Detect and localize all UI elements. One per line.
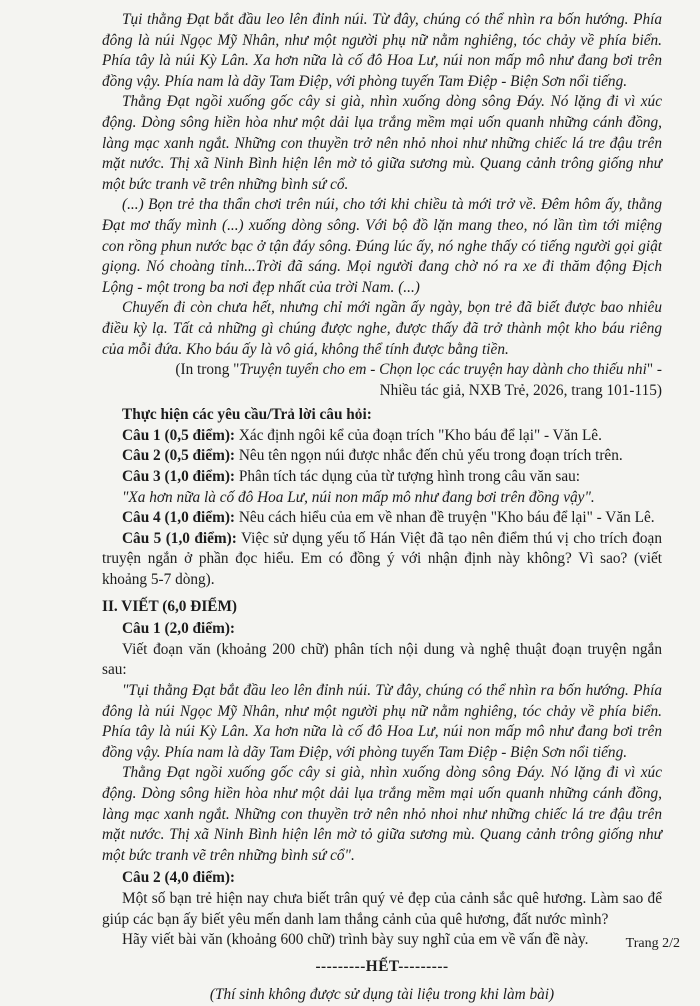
writing-excerpt-paragraph-1: "Tụi thằng Đạt bắt đầu leo lên đỉnh núi. Từ đây, chúng có thể nhìn ra bốn hướng. Phía đông là núi Ngọc Mỹ Nhân, như một người phụ nữ nằm nghiêng, tóc chảy về phía biển. Phía tây là núi Kỳ Lân. Xa hơn nữa là cố đô Hoa Lư, núi non mấp mô như đang bơi trên đồng vậy. Phía nam là dãy Tam Điệp, với phòng tuyến Tam Điệp - Biện Sơn nổi tiếng.: [102, 682, 662, 761]
excerpt-paragraph-4: Chuyến đi còn chưa hết, nhưng chỉ mới ngần ấy ngày, bọn trẻ đã biết được bao nhiêu điều kỳ lạ. Tất cả những gì chúng được nghe, được thấy đã trở thành một kho báu riêng của mỗi đứa. Kho báu ấy là vô giá, không thể tính được bằng tiền.: [102, 299, 662, 358]
writing-heading: II. VIẾT (6,0 ĐIỂM): [102, 597, 238, 615]
writing-question-2-paragraph-1: Một số bạn trẻ hiện nay chưa biết trân quý vẻ đẹp của cảnh sắc quê hương. Làm sao để giúp các bạn ấy biết yêu mến danh lam thắng cảnh của quê hương, đất nước mình?: [102, 889, 662, 928]
writing-question-1-task: Viết đoạn văn (khoảng 200 chữ) phân tích nội dung và nghệ thuật đoạn truyện ngắn sau:: [102, 640, 662, 679]
page-number: Trang 2/2: [625, 936, 680, 951]
exam-note: (Thí sinh không được sử dụng tài liệu trong khi làm bài): [209, 986, 555, 1004]
excerpt-paragraph-1: Tụi thằng Đạt bắt đầu leo lên đỉnh núi. Từ đây, chúng có thể nhìn ra bốn hướng. Phía đông là núi Ngọc Mỹ Nhân, như một người phụ nữ nằm nghiêng, tóc chảy về phía biển. Phía tây là núi Kỳ Lân. Xa hơn nữa là cố đô Hoa Lư, núi non mấp mô như đang bơi trên đồng vậy. Phía nam là dãy Tam Điệp, với phòng tuyến Tam Điệp - Biện Sơn nổi tiếng.: [102, 11, 662, 90]
question-5: Câu 5 (1,0 điểm): Việc sử dụng yếu tố Hán Việt đã tạo nên điểm thú vị cho trích đoạn truyện ngắn ở phần đọc hiểu. Em có đồng ý với nhận định này không? Vì sao? (viết khoảng 5-7 dòng).: [102, 529, 662, 589]
excerpt-paragraph-3: (...) Bọn trẻ tha thẩn chơi trên núi, cho tới khi chiều tà mới trở về. Đêm hôm ấy, thằng Đạt mơ thấy mình (...) xuống dòng sông. Với bộ đồ lặn mang theo, nó lần tìm tới miệng con rồng phun nước bạc ở tận đáy sông. Đúng lúc ấy, nó nghe thấy có tiếng người gọi giật giọng. Nó choàng tỉnh...Trời đã sáng. Mọi người đang chờ nó ra xe đi thăm động Địch Lộng - một trong ba nơi đẹp nhất của trời Nam. (...): [102, 196, 662, 296]
writing-question-2-label: Câu 2 (4,0 điểm):: [122, 869, 236, 887]
question-2: Câu 2 (0,5 điểm): Nêu tên ngọn núi được nhắc đến chủ yếu trong đoạn trích trên.: [122, 447, 623, 465]
end-mark: ---------HẾT---------: [315, 957, 449, 975]
excerpt-paragraph-2: Thằng Đạt ngồi xuống gốc cây si già, nhìn xuống dòng sông Đáy. Nó lặng đi vì xúc động. Dòng sông hiền hòa như một dải lụa trắng mềm mại uốn quanh những cánh đồng, làng mạc xanh ngắt. Những con thuyền trở nên nhỏ nhoi như những chiếc lá tre đậu trên mặt nước. Thị xã Ninh Bình hiện lên mờ tỏ giữa sương mù. Quang cảnh trông giống như một bức tranh vẽ trên những bình sứ cổ.: [102, 93, 662, 193]
writing-question-1-label: Câu 1 (2,0 điểm):: [122, 620, 236, 638]
writing-question-2-paragraph-2: Hãy viết bài văn (khoảng 600 chữ) trình bày suy nghĩ của em về vấn đề này.: [122, 931, 589, 949]
writing-excerpt-paragraph-2: Thằng Đạt ngồi xuống gốc cây si già, nhìn xuống dòng sông Đáy. Nó lặng đi vì xúc động. Dòng sông hiền hòa như một dải lụa trắng mềm mại uốn quanh những cánh đồng, làng mạc xanh ngắt. Những con thuyền trở nên nhỏ nhoi như những chiếc lá tre đậu trên mặt nước. Thị xã Ninh Bình hiện lên mờ tỏ giữa sương mù. Quang cảnh trông giống như một bức tranh vẽ trên những bình sứ cổ".: [102, 764, 662, 864]
question-3-quote: "Xa hơn nữa là cố đô Hoa Lư, núi non mấp mô như đang bơi trên đồng vậy".: [122, 488, 595, 506]
exam-page: [102, 10, 662, 1006]
reading-heading: Thực hiện các yêu cầu/Trả lời câu hỏi:: [122, 406, 372, 424]
excerpt-citation: (In trong "Truyện tuyển cho em - Chọn lọc các truyện hay dành cho thiếu nhi" - Nhiều tác giả, NXB Trẻ, 2026, trang 101-115): [175, 361, 662, 399]
question-1: Câu 1 (0,5 điểm): Xác định ngôi kể của đoạn trích "Kho báu để lại" - Văn Lê.: [122, 426, 602, 444]
question-3: Câu 3 (1,0 điểm): Phân tích tác dụng của từ tượng hình trong câu văn sau:: [122, 468, 581, 486]
question-4: Câu 4 (1,0 điểm): Nêu cách hiểu của em về nhan đề truyện "Kho báu để lại" - Văn Lê.: [122, 509, 655, 527]
